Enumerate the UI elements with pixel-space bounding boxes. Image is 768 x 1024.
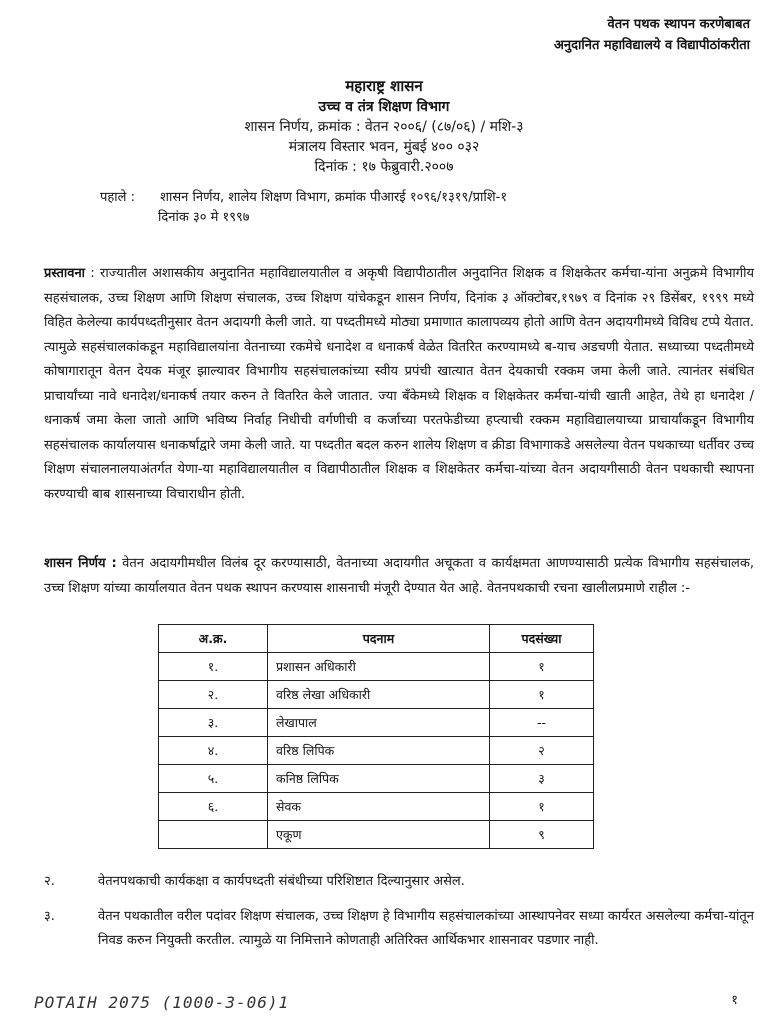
staff-composition-table [158, 624, 594, 849]
cell-designation: वरिष्ठ लिपिक [268, 737, 490, 765]
table-total-row [159, 821, 594, 849]
cell-total-label: एकूण [268, 821, 490, 849]
reference-text: शासन निर्णय, शालेय शिक्षण विभाग, क्रमांक पीआरई १०९६/१३१९/प्राशि-१ [160, 190, 508, 205]
cell-designation: प्रशासन अधिकारी [268, 653, 490, 681]
cell-serial: ६. [159, 793, 268, 821]
numbered-point-2 [44, 870, 754, 894]
gr-number: शासन निर्णय, क्रमांक : वेतन २००६/ (८७/०६) / मशि-३ [244, 119, 524, 135]
subject-heading [554, 14, 750, 56]
cell-designation: वरिष्ठ लेखा अधिकारी [268, 681, 490, 709]
cell-designation: लेखापाल [268, 709, 490, 737]
table-row [159, 681, 594, 709]
point-text: वेतनपथकाची कार्यकक्षा व कार्यपध्दती संबंधीच्या परिशिष्टात दिल्यानुसार असेल. [98, 874, 465, 889]
handwritten-note: POTAIH 2075 (1000-3-06)1 [34, 993, 290, 1012]
cell-serial: १. [159, 653, 268, 681]
preamble-text: : राज्यातील अशासकीय अनुदानित महाविद्यालयातील व अकृषी विद्यापीठातील अनुदानित शिक्षक व शिक्षकेतर कर्मचा-यांना अनुक्रमे विभागीय सहसंचालक, उच्च शिक्षण आणि शिक्षण संचालक, उच्च शिक्षण यांचेकडून शासन निर्णय, दिनांक ३ ऑक्टोबर,१९७९ व दिनांक २९ डिसेंबर, १९९९ मध्ये विहित केलेल्या कार्यपध्दतीनुसार वेतन अदायगी केली जाते. या पध्दतीमध्ये मोठ्या प्रमाणात कालापव्यय होतो आणि वेतन अदायगीमध्ये विविध टप्पे येतात. त्यामुळे सहसंचालकांकडून महाविद्यालयांना वेतनाच्या रकमेचे धनादेश व धनाकर्ष वेळेत वितरित करण्यामध्ये ब-याच अडचणी येतात. सध्याच्या पध्दतीमध्ये कोषागारातून वेतन देयक मंजूर झाल्यावर विभागीय सहसंचालकांच्या स्वीय प्रपंची खात्यात वेतन देयकाची रक्कम जमा केली जाते. त्यानंतर संबंधित प्राचार्यांच्या नावे धनादेश/धनाकर्ष तयार करुन ते वितरित केले जातात. ज्या बँकेमध्ये शिक्षक व शिक्षकेतर कर्मचा-यांची खाती आहेत, तेथे हा धनादेश /धनाकर्ष जमा केला जातो आणि भविष्य निर्वाह निधीची वर्गणीची व कर्जाच्या परतफेडीच्या हप्त्याची रक्कम महाविद्यालयाच्या प्राचार्यांकडून विभागीय सहसंचालक कार्यालयास धनाकर्षाद्वारे जमा केली जाते. या पध्दतीत बदल करुन शालेय शिक्षण व क्रीडा विभागाकडे असलेल्या वेतन पथकाच्या धर्तीवर उच्च शिक्षण संचालनालयाअंतर्गत येणा-या महाविद्यालयातील व विद्यापीठातील शिक्षक व शिक्षकेतर कर्मचा-यांच्या वेतन अदायगीसाठी वेतन पथकाची स्थापना करण्याची बाब शासनाच्या विचाराधीन होती. [44, 266, 754, 502]
cell-count: -- [490, 709, 594, 737]
table-header-row [159, 625, 594, 653]
column-header-serial: अ.क्र. [159, 625, 268, 653]
point-number: २. [44, 874, 55, 889]
table-row [159, 737, 594, 765]
table-row [159, 765, 594, 793]
page-number: १ [731, 993, 738, 1008]
government-name: महाराष्ट्र शासन [345, 77, 423, 95]
cell-designation: कनिष्ठ लिपिक [268, 765, 490, 793]
column-header-designation: पदनाम [268, 625, 490, 653]
cell-designation: सेवक [268, 793, 490, 821]
reference-label: पहाले : [100, 190, 135, 205]
cell-count: २ [490, 737, 594, 765]
subject-line-2: अनुदानित महाविद्यालये व विद्यापीठांकरीता [553, 38, 750, 53]
preamble-paragraph [44, 262, 754, 507]
cell-serial: ३. [159, 709, 268, 737]
cell-serial [159, 821, 268, 849]
cell-count: ३ [490, 765, 594, 793]
preamble-lead: प्रस्तावना [44, 266, 86, 281]
reference-date: दिनांक ३० मे १९९७ [158, 210, 250, 225]
cell-count: १ [490, 793, 594, 821]
gr-date: दिनांक : १७ फेब्रुवारी.२००७ [314, 159, 454, 175]
table-row [159, 653, 594, 681]
office-address: मंत्रालय विस्तार भवन, मुंबई ४०० ०३२ [288, 139, 480, 155]
cell-serial: ४. [159, 737, 268, 765]
point-number: ३. [44, 909, 55, 924]
government-header [0, 76, 768, 177]
point-text: वेतन पथकातील वरील पदांवर शिक्षण संचालक, उच्च शिक्षण हे विभागीय सहसंचालकांच्या आस्थापनेवर सध्या कार्यरत असलेल्या कर्मचा-यांतून निवड करुन नियुक्ती करतील. त्यामुळे या निमित्ताने कोणताही अतिरिक्त आर्थिकभार शासनावर पडणार नाही. [98, 909, 754, 948]
table-row [159, 709, 594, 737]
cell-serial: ५. [159, 765, 268, 793]
table-row [159, 793, 594, 821]
numbered-point-3 [44, 905, 754, 953]
department-name: उच्च व तंत्र शिक्षण विभाग [318, 99, 450, 115]
reference-block [100, 188, 740, 228]
decision-lead: शासन निर्णय : [44, 556, 117, 571]
subject-line-1: वेतन पथक स्थापन करणेबाबत [607, 17, 750, 32]
cell-count: १ [490, 681, 594, 709]
cell-total-count: ९ [490, 821, 594, 849]
cell-serial: २. [159, 681, 268, 709]
decision-paragraph [44, 552, 754, 601]
column-header-count: पदसंख्या [490, 625, 594, 653]
cell-count: १ [490, 653, 594, 681]
decision-text: वेतन अदायगीमधील विलंब दूर करण्यासाठी, वेतनाच्या अदायगीत अचूकता व कार्यक्षमता आणण्यासाठी प्रत्येक विभागीय सहसंचालक, उच्च शिक्षण यांच्या कार्यालयात वेतन पथक स्थापन करण्यास शासनाची मंजूरी देण्यात येत आहे. वेतनपथकाची रचना खालीलप्रमाणे राहील :- [44, 556, 754, 596]
